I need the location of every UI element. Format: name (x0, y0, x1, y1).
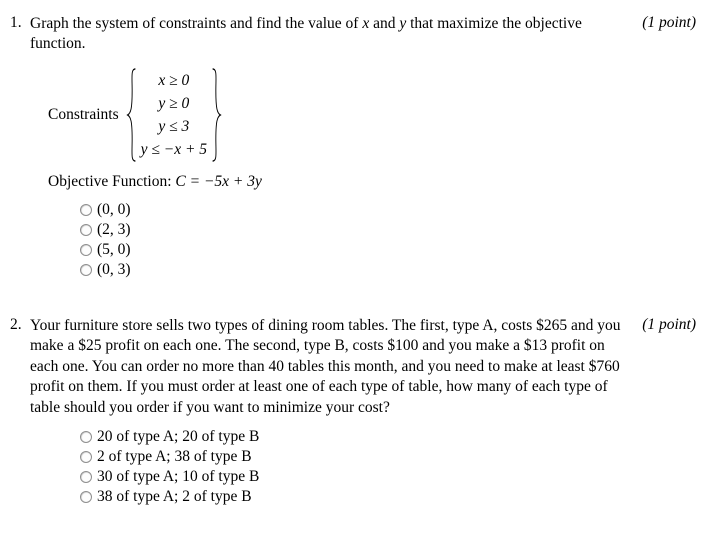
right-brace-icon (210, 67, 223, 163)
option-label: 2 of type A; 38 of type B (97, 448, 252, 466)
question-1-text-part: that maximize the objective function. (30, 15, 582, 53)
constraints-label: Constraints (48, 105, 119, 123)
objective-function (48, 173, 636, 191)
constraint-line: y ≤ −x + 5 (140, 140, 208, 158)
constraint-line: y ≤ 3 (158, 117, 190, 135)
question-2-text: Your furniture store sells two types of dining room tables. The first, type A, costs $265 and you make a $25 profit on each one. The second, type B, costs $100 and you make a $13 profit on each one. You can order no more than 40 tables this month, and you need to make at least $760 profit on them. If you must order at least one of each type of table, how many of each type of table should you order if you want to minimize your cost? (30, 316, 621, 416)
question-1 (10, 14, 696, 280)
option-row[interactable] (80, 220, 636, 240)
objective-formula: C = −5x + 3y (175, 172, 262, 190)
question-1-points: (1 point) (642, 14, 696, 31)
option-row[interactable] (80, 427, 636, 447)
option-row[interactable] (80, 260, 636, 280)
radio-button[interactable] (80, 224, 92, 236)
constraints-list (138, 69, 210, 161)
question-1-options (80, 200, 636, 280)
option-row[interactable] (80, 467, 636, 487)
option-row[interactable] (80, 447, 636, 467)
question-2 (10, 316, 696, 507)
question-1-text-part: and (369, 15, 400, 32)
constraint-line: x ≥ 0 (158, 71, 190, 89)
question-1-text (30, 14, 636, 55)
option-label: 30 of type A; 10 of type B (97, 468, 260, 486)
left-brace-icon (125, 67, 138, 163)
radio-button[interactable] (80, 471, 92, 483)
radio-button[interactable] (80, 204, 92, 216)
radio-button[interactable] (80, 431, 92, 443)
option-label: (0, 3) (97, 260, 131, 278)
question-2-main (30, 316, 636, 507)
option-label: (5, 0) (97, 240, 131, 258)
question-2-number: 2. (10, 315, 22, 333)
radio-button[interactable] (80, 491, 92, 503)
question-1-number: 1. (10, 14, 22, 31)
question-2-options (80, 427, 636, 507)
option-label: 38 of type A; 2 of type B (97, 488, 252, 506)
constraint-line: y ≥ 0 (158, 94, 190, 112)
radio-button[interactable] (80, 264, 92, 276)
variable-x: x (362, 15, 370, 32)
option-row[interactable] (80, 200, 636, 220)
option-label: (0, 0) (97, 200, 131, 218)
question-1-main (30, 14, 636, 280)
radio-button[interactable] (80, 451, 92, 463)
radio-button[interactable] (80, 244, 92, 256)
question-1-text-part: Graph the system of constraints and find the value of (30, 15, 363, 32)
option-label: 20 of type A; 20 of type B (97, 428, 260, 446)
option-label: (2, 3) (97, 220, 131, 238)
option-row[interactable] (80, 240, 636, 260)
question-2-points: (1 point) (642, 315, 696, 333)
constraints-block (48, 67, 636, 163)
variable-y: y (399, 15, 407, 32)
option-row[interactable] (80, 487, 636, 507)
objective-label: Objective Function: (48, 172, 176, 190)
